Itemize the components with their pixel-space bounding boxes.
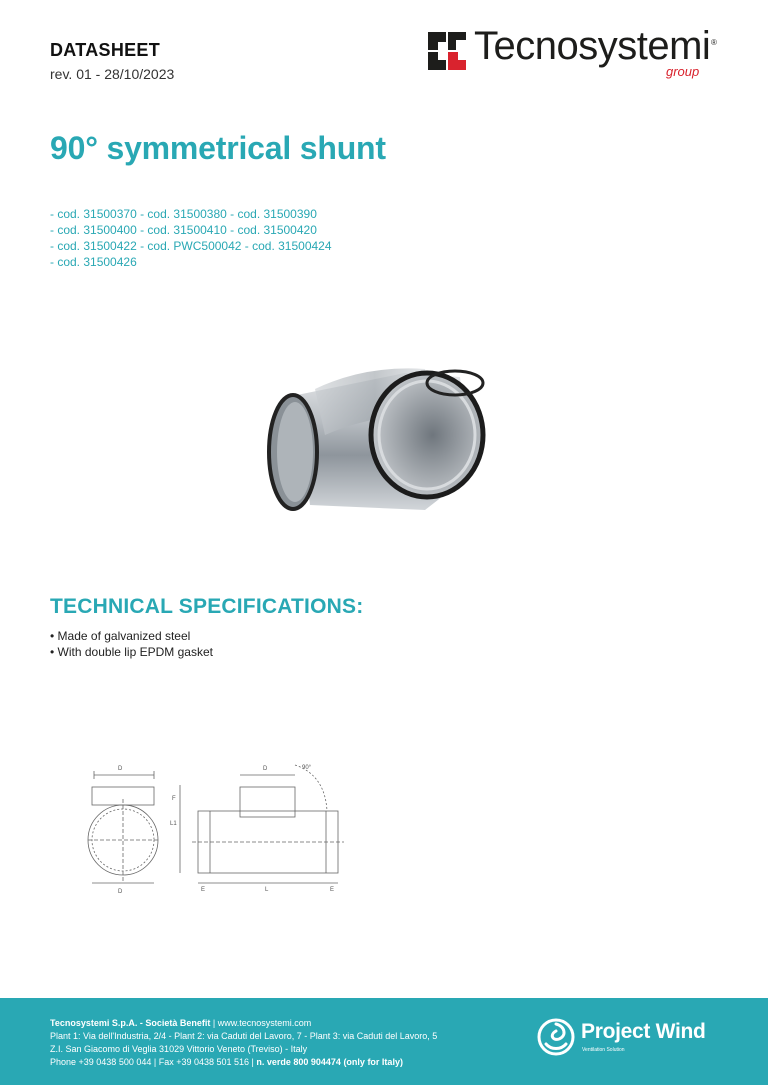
document-header	[50, 40, 174, 82]
logo-tagline: group	[666, 64, 700, 79]
document-type: DATASHEET	[50, 40, 161, 60]
plants-address: Plant 1: Via dell'Industria, 2/4 - Plant 2: via Caduti del Lavoro, 7 - Plant 3: via Caduti del Lavoro, 5	[50, 1031, 438, 1041]
code-line: - cod. 31500370 - cod. 31500380 - cod. 31500390	[50, 207, 317, 221]
page-footer	[0, 998, 768, 1085]
project-wind-icon	[537, 1018, 575, 1056]
dimension-labels	[118, 765, 334, 895]
green-number: n. verde 800 904474 (only for Italy)	[256, 1057, 403, 1067]
footer-phone-line: Phone +39 0438 500 044 | Fax +39 0438 501 516 | n. verde 800 904474 (only for Italy)	[50, 1057, 403, 1067]
revision-date: rev. 01 - 28/10/2023	[50, 66, 175, 82]
dim-label-l: L	[265, 887, 269, 893]
tecnosystemi-logo	[428, 24, 728, 84]
project-wind-name: Project Wind	[581, 1020, 706, 1043]
website-link[interactable]: www.tecnosystemi.com	[217, 1018, 312, 1028]
dim-label-angle: 90°	[302, 765, 312, 771]
code-line: - cod. 31500426	[50, 255, 137, 269]
technical-drawing	[80, 755, 360, 895]
dim-label-e: E	[201, 887, 206, 893]
footer-company-line: Tecnosystemi S.p.A. - Società Benefit | www.tecnosystemi.com	[50, 1018, 312, 1028]
code-line: - cod. 31500422 - cod. PWC500042 - cod. 31500424	[50, 239, 332, 253]
tecnosystemi-logo-mark	[428, 30, 468, 70]
company-name: Tecnosystemi S.p.A. - Società Benefit	[50, 1018, 211, 1028]
phone-number: Phone +39 0438 500 044	[50, 1057, 152, 1067]
code-line: - cod. 31500400 - cod. 31500410 - cod. 31500420	[50, 223, 317, 237]
product-title: 90° symmetrical shunt	[50, 130, 386, 166]
dim-label-d: D	[118, 766, 123, 772]
dim-label-d: D	[263, 766, 268, 772]
project-wind-subtitle: Ventilation Solution	[582, 1047, 625, 1053]
front-view	[180, 765, 344, 883]
product-codes	[50, 206, 332, 270]
side-view	[88, 771, 158, 883]
dim-label-d: D	[118, 889, 123, 895]
registered-mark: ®	[711, 38, 717, 47]
dim-label-e: E	[330, 887, 335, 893]
specifications-list	[50, 628, 213, 660]
product-image	[255, 355, 495, 525]
logo-wordmark: Tecnosystemi	[474, 24, 711, 68]
project-wind-logo	[537, 1018, 727, 1062]
spec-item: • With double lip EPDM gasket	[50, 644, 213, 660]
fax-number: Fax +39 0438 501 516	[158, 1057, 250, 1067]
postal-address: Z.I. San Giacomo di Veglia 31029 Vittorio Veneto (Treviso) - Italy	[50, 1044, 308, 1054]
specifications-heading: TECHNICAL SPECIFICATIONS:	[50, 595, 364, 618]
footer-contact	[50, 1017, 437, 1069]
spec-item: • Made of galvanized steel	[50, 628, 213, 644]
dim-label-l1: L1	[170, 821, 177, 827]
dim-label-f: F	[172, 796, 176, 802]
